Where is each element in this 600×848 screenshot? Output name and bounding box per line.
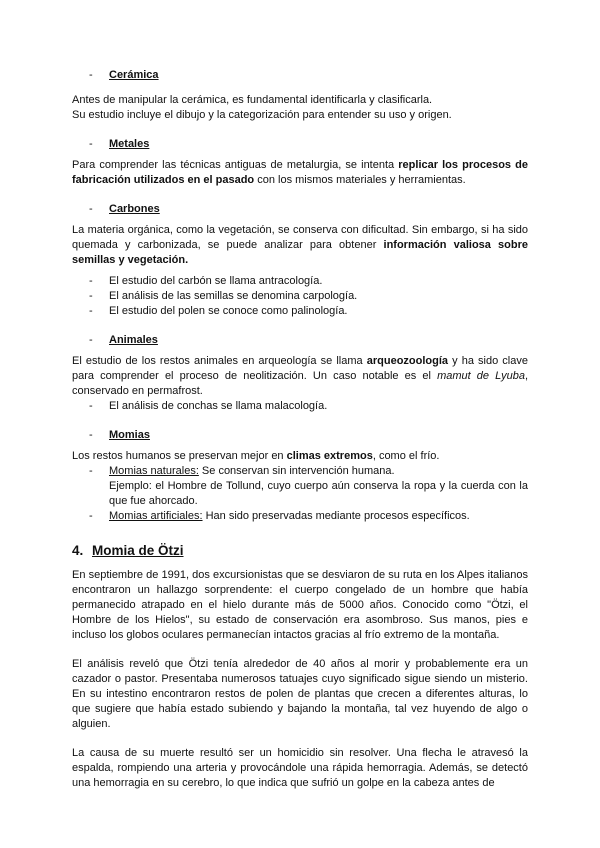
- section-heading-metales: [89, 137, 528, 152]
- text-run: Los restos humanos se preservan mejor en: [72, 450, 287, 462]
- list-item: - El estudio del carbón se llama antracología.: [89, 274, 528, 289]
- list-item: - Momias artificiales: Han sido preservadas mediante procesos específicos.: [89, 510, 470, 522]
- bold-text: arqueozoología: [366, 355, 449, 367]
- bullet-dash: -: [89, 429, 93, 441]
- section-title: Carbones: [109, 203, 160, 215]
- paragraph: La causa de su muerte resultó ser un homicidio sin resolver. Una flecha le atravesó la espalda, rompiendo una arteria y provocándole una rápida hemorragia. Además, se detectó una hemorragia en su cerebro, lo que indica que sufrió un golpe en la cabeza antes de: [72, 747, 528, 789]
- section-title: Momias: [109, 429, 150, 441]
- underlined-label: Momias naturales:: [109, 465, 199, 477]
- document-page: [72, 68, 528, 791]
- bullet-dash: -: [89, 334, 93, 346]
- italic-text: mamut de Lyuba: [437, 370, 525, 382]
- bullet-dash: -: [89, 138, 93, 150]
- bold-text: información valiosa sobre semillas y vegetación.: [72, 239, 528, 266]
- list-item: - El análisis de conchas se llama malacología.: [89, 399, 528, 414]
- paragraph: Su estudio incluye el dibujo y la categorización para entender su uso y origen.: [72, 109, 452, 121]
- paragraph: En septiembre de 1991, dos excursionistas que se desviaron de su ruta en los Alpes italianos encontraron un hallazgo sorprendente: el cuerpo congelado de un hombre que había permanecido atrapado en el hielo durante más de 5000 años. Conocido como "Ötzi, el Hombre de los Hielos", su estado de conservación era asombroso. Sus manos, pies e incluso los globos oculares permanecían intactos gracias al frío extremo de la montaña.: [72, 569, 528, 641]
- list-item: - Momias naturales: Se conservan sin intervención humana. Ejemplo: el Hombre de Tollund, cuyo cuerpo aún conserva la ropa y la cuerda con la que fue ahorcado.: [89, 465, 528, 507]
- paragraph: [72, 354, 528, 399]
- heading-number: 4.: [72, 543, 84, 558]
- paragraph: [72, 223, 528, 268]
- text-run: Para comprender las técnicas antiguas de metalurgia, se intenta: [72, 159, 399, 171]
- section-heading-ceramica: [89, 68, 528, 83]
- bullet-dash: -: [89, 69, 93, 81]
- bullet-list: [72, 274, 528, 319]
- bold-text: replicar los procesos de fabricación utilizados en el pasado: [72, 159, 528, 186]
- paragraph: El análisis reveló que Ötzi tenía alrededor de 40 años al morir y probablemente era un cazador o pastor. Presentaba numerosos tatuajes cuyo significado sigue siendo un misterio. En su intestino encontraron restos de polen de plantas que crecen a diferentes alturas, lo que sugiere que había estado subiendo y bajando la montaña, tal vez huyendo de algo o alguien.: [72, 658, 528, 730]
- list-item-text: El análisis de conchas se llama malacología.: [109, 400, 328, 412]
- paragraph: Antes de manipular la cerámica, es fundamental identificarla y clasificarla.: [72, 94, 433, 106]
- list-item-text: El estudio del carbón se llama antracología.: [109, 275, 323, 287]
- paragraph: [72, 158, 528, 188]
- section-title: Metales: [109, 138, 150, 150]
- text-run: , como el frío.: [372, 450, 440, 462]
- list-item: - El análisis de las semillas se denomina carpología.: [89, 289, 528, 304]
- section-title: Animales: [109, 334, 158, 346]
- heading-title: Momia de Ötzi: [92, 543, 184, 558]
- section-heading-otzi: [72, 542, 528, 560]
- paragraph: [72, 449, 528, 464]
- bold-text: climas extremos: [286, 450, 373, 462]
- underlined-label: Momias artificiales:: [109, 510, 203, 522]
- list-item-text: El análisis de las semillas se denomina carpología.: [109, 290, 358, 302]
- section-heading-carbones: [89, 202, 528, 217]
- section-heading-animales: [89, 333, 528, 348]
- list-item: - El estudio del polen se conoce como palinología.: [89, 304, 528, 319]
- text-run: La materia orgánica, como la vegetación, se conserva con dificultad. Sin embargo, si ha sido quemada y carbonizada, se puede analizar para obtener: [72, 224, 528, 251]
- bullet-list: [72, 399, 528, 414]
- text-run: y ha sido clave para comprender el proceso de neolitización. Un caso notable es el: [72, 355, 528, 382]
- bullet-list: [72, 464, 528, 524]
- bullet-dash: -: [89, 203, 93, 215]
- text-run: , conservado en permafrost.: [72, 370, 528, 397]
- text-run: con los mismos materiales y herramientas.: [254, 174, 466, 186]
- text-run: Se conservan sin intervención humana.: [198, 465, 395, 477]
- text-run: Han sido preservadas mediante procesos específicos.: [202, 510, 470, 522]
- text-run: El estudio de los restos animales en arqueología se llama: [72, 355, 367, 367]
- text-run: Ejemplo: el Hombre de Tollund, cuyo cuerpo aún conserva la ropa y la cuerda con la que fue ahorcado.: [109, 480, 528, 507]
- section-title: Cerámica: [109, 69, 159, 81]
- list-item-text: El estudio del polen se conoce como palinología.: [109, 305, 348, 317]
- section-heading-momias: [89, 428, 528, 443]
